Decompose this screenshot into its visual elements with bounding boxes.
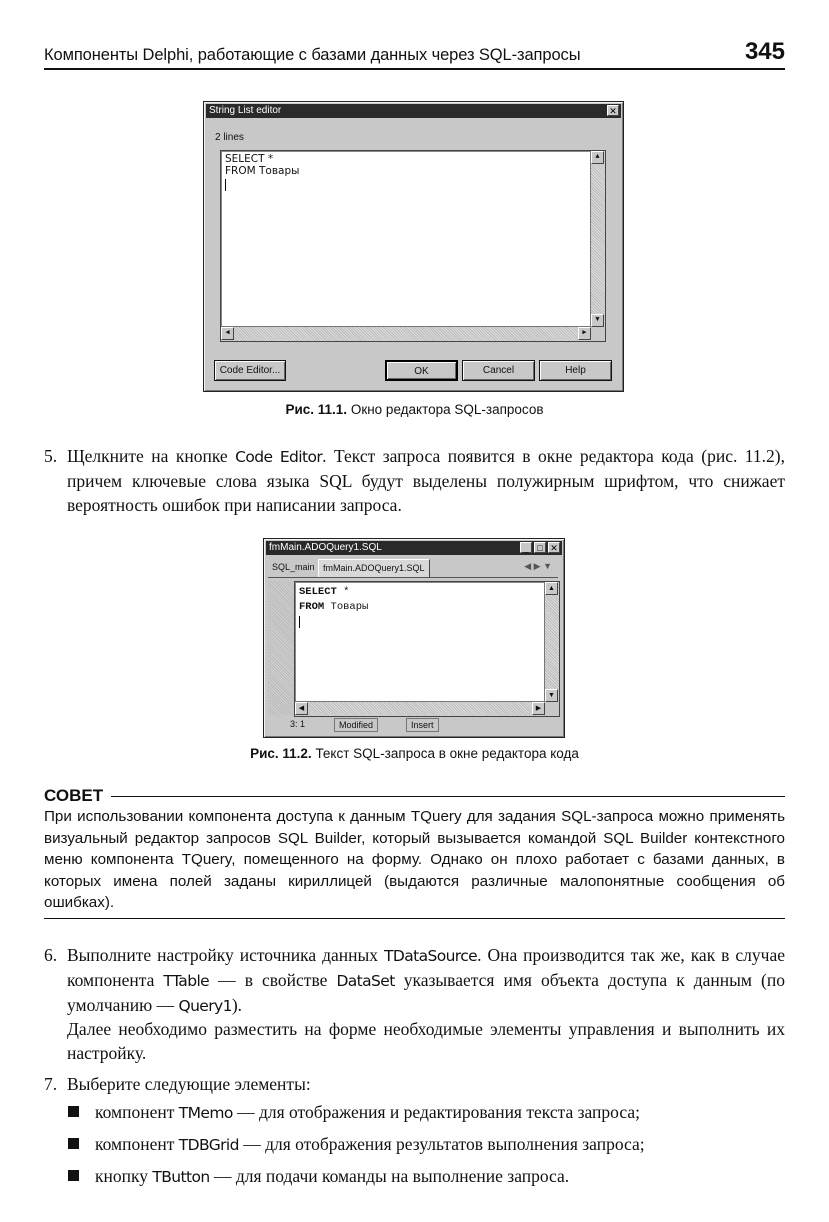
sql-memo[interactable] bbox=[220, 150, 606, 342]
step-5-number: 5. bbox=[44, 446, 58, 466]
scroll-down-arrow-icon[interactable]: ▼ bbox=[591, 314, 604, 327]
code-editor-memo[interactable] bbox=[294, 581, 560, 717]
tip-label: СОВЕТ bbox=[44, 786, 111, 806]
list-item bbox=[95, 1100, 785, 1125]
step-6-code-tdatasource: TDataSource bbox=[383, 947, 478, 965]
string-list-editor-title: String List editor bbox=[209, 105, 282, 116]
scroll-left-arrow-icon[interactable]: ◀ bbox=[221, 327, 234, 340]
step-5-text bbox=[67, 444, 785, 517]
code-editor-title: fmMain.ADOQuery1.SQL bbox=[269, 542, 382, 553]
tip-header bbox=[44, 786, 785, 806]
code-line bbox=[299, 601, 368, 613]
list-item-code: TMemo bbox=[178, 1104, 233, 1122]
string-list-editor-titlebar bbox=[206, 104, 621, 118]
code-editor-button[interactable]: Code Editor... bbox=[214, 360, 286, 381]
list-item bbox=[95, 1164, 785, 1189]
step-6-code-ttable: TTable bbox=[163, 972, 210, 990]
figure-11-1-caption-text: Окно редактора SQL-запросов bbox=[347, 402, 544, 417]
tab-strip bbox=[268, 559, 558, 578]
vertical-scrollbar[interactable] bbox=[590, 151, 605, 327]
code-line bbox=[299, 586, 349, 598]
scroll-up-arrow-icon[interactable]: ▲ bbox=[545, 582, 558, 595]
list-item-prefix: компонент bbox=[95, 1134, 179, 1154]
page-number: 345 bbox=[744, 38, 785, 65]
list-item-suffix: — для отображения и редактирования текста запроса; bbox=[232, 1102, 640, 1122]
memo-line: FROM Товары bbox=[225, 165, 300, 177]
list-item-suffix: — для подачи команды на выполнение запроса. bbox=[209, 1166, 570, 1186]
list-item-suffix: — для отображения результатов выполнения запроса; bbox=[238, 1134, 645, 1154]
tab-adoquery-sql[interactable]: fmMain.ADOQuery1.SQL bbox=[318, 559, 430, 577]
maximize-icon[interactable]: □ bbox=[534, 542, 546, 553]
status-position: 3: 1 bbox=[290, 719, 306, 729]
bullet-square-icon bbox=[68, 1170, 79, 1181]
step-6-text-part: ). bbox=[231, 995, 243, 1015]
code-editor-window bbox=[263, 538, 565, 738]
list-item-code: TButton bbox=[152, 1168, 210, 1186]
step-6-text-part: . Она производится так же, как в случае компонента bbox=[67, 945, 785, 990]
nav-arrows-icon[interactable]: ◀ ▶ ▼ bbox=[524, 561, 552, 571]
tab-sql-main[interactable]: SQL_main bbox=[272, 562, 315, 572]
step-6-code-dataset: DataSet bbox=[336, 972, 395, 990]
step-6-followup: Далее необходимо разместить на форме необходимые элементы управления и выполнить их настройку. bbox=[67, 1019, 785, 1063]
vertical-scrollbar[interactable] bbox=[544, 582, 559, 702]
list-item-prefix: компонент bbox=[95, 1102, 179, 1122]
size-grip bbox=[591, 327, 605, 341]
text-cursor bbox=[299, 616, 300, 628]
tip-text: При использовании компонента доступа к данным TQuery для задания SQL-запроса можно применять визуальный редактор запросов SQL Builder, который вызывается командой SQL Builder контекстного меню компонента TQuery, помещенного на форму. Однако он плохо работает с базами данных, в которых имена полей заданы кириллицей (выдаются различные малопонятные сообщения об ошибках). bbox=[44, 808, 785, 911]
scroll-right-arrow-icon[interactable]: ▶ bbox=[532, 702, 545, 715]
code-editor-titlebar bbox=[266, 541, 562, 555]
figure-11-2-caption-number: Рис. 11.2. bbox=[250, 746, 312, 761]
running-header bbox=[44, 38, 785, 70]
cancel-button[interactable]: Cancel bbox=[462, 360, 535, 381]
step-6-code-query1: Query1 bbox=[178, 997, 232, 1015]
figure-11-1-caption-number: Рис. 11.1. bbox=[285, 402, 348, 417]
scroll-up-arrow-icon[interactable]: ▲ bbox=[591, 151, 604, 164]
tip-bottom-rule bbox=[44, 918, 785, 919]
close-icon[interactable]: ✕ bbox=[548, 542, 560, 553]
code-keyword: SELECT bbox=[299, 586, 337, 598]
horizontal-scrollbar[interactable] bbox=[295, 701, 545, 716]
step-6-text-part: — в свойстве bbox=[209, 970, 337, 990]
scroll-left-arrow-icon[interactable]: ◀ bbox=[295, 702, 308, 715]
bullet-square-icon bbox=[68, 1138, 79, 1149]
list-item-prefix: кнопку bbox=[95, 1166, 153, 1186]
step-7-number: 7. bbox=[44, 1074, 58, 1094]
step-5-text-before: Щелкните на кнопке bbox=[67, 446, 236, 466]
size-grip bbox=[545, 702, 559, 716]
ok-button[interactable]: OK bbox=[385, 360, 458, 381]
minimize-icon[interactable]: _ bbox=[520, 542, 532, 553]
status-modified: Modified bbox=[334, 718, 378, 732]
figure-11-2-caption bbox=[0, 746, 829, 761]
step-6-text bbox=[67, 943, 785, 1018]
step-5-code: Code Editor bbox=[235, 448, 323, 466]
step-6-number: 6. bbox=[44, 945, 58, 965]
text-cursor bbox=[225, 179, 226, 191]
bullet-square-icon bbox=[68, 1106, 79, 1117]
figure-11-1-caption bbox=[0, 402, 829, 417]
list-item-code: TDBGrid bbox=[178, 1136, 239, 1154]
horizontal-scrollbar[interactable] bbox=[221, 326, 591, 341]
step-7-text: Выберите следующие элементы: bbox=[67, 1074, 311, 1094]
status-bar bbox=[268, 717, 560, 732]
lines-count-label: 2 lines bbox=[215, 132, 244, 143]
status-insert: Insert bbox=[406, 718, 439, 732]
string-list-editor-window bbox=[203, 101, 624, 392]
scroll-down-arrow-icon[interactable]: ▼ bbox=[545, 689, 558, 702]
code-rest: Товары bbox=[324, 601, 369, 613]
code-rest: * bbox=[336, 586, 350, 598]
editor-gutter bbox=[268, 581, 294, 715]
code-keyword: FROM bbox=[299, 601, 325, 613]
list-item bbox=[95, 1132, 785, 1157]
help-button[interactable]: Help bbox=[539, 360, 612, 381]
scroll-right-arrow-icon[interactable]: ▶ bbox=[578, 327, 591, 340]
figure-11-2-caption-text: Текст SQL-запроса в окне редактора кода bbox=[311, 746, 579, 761]
memo-line: SELECT * bbox=[225, 153, 274, 165]
close-icon[interactable]: ✕ bbox=[607, 105, 619, 116]
step-5-text-after: . Текст запроса появится в окне редактора кода (рис. 11.2), причем ключевые слова языка SQL будут выделены полужирным шрифтом, что снижает вероятность ошибок при написании запроса. bbox=[67, 446, 785, 515]
tip-top-rule bbox=[44, 796, 785, 797]
running-header-title: Компоненты Delphi, работающие с базами данных через SQL-запросы bbox=[44, 46, 581, 64]
step-6-text-part: Выполните настройку источника данных bbox=[67, 945, 384, 965]
step-6-text-part: указывается имя объекта доступа к данным (по умолчанию — bbox=[67, 970, 785, 1015]
